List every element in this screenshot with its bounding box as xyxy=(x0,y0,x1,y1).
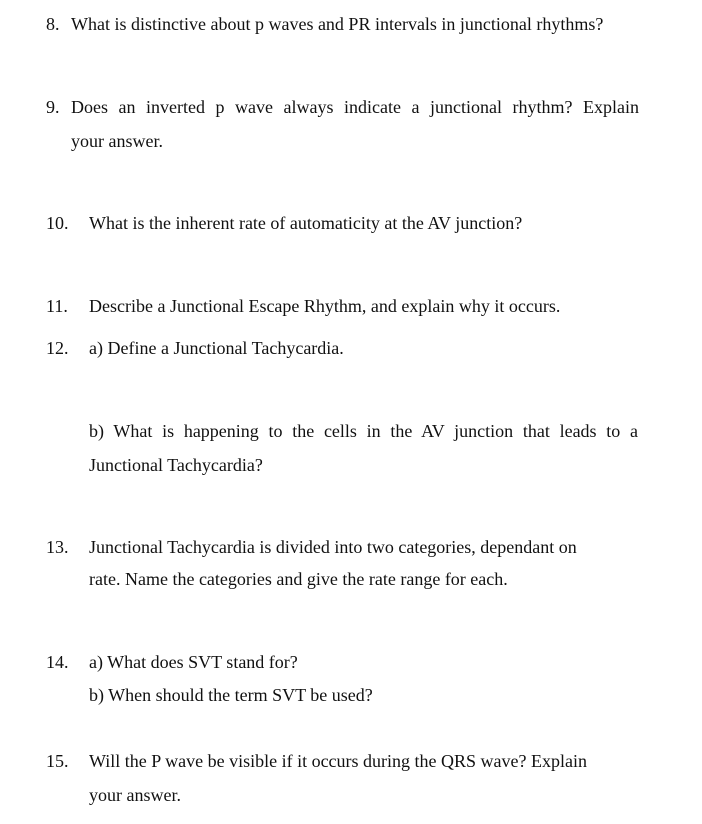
question-number: 15. xyxy=(46,751,69,771)
question-text: rate. Name the categories and give the rate range for each. xyxy=(89,569,508,589)
question-text-part-b: Junctional Tachycardia? xyxy=(89,455,263,475)
question-text: your answer. xyxy=(89,785,181,805)
question-number: 8. xyxy=(46,14,60,34)
question-text-part-b: b) When should the term SVT be used? xyxy=(89,685,373,705)
question-text: Will the P wave be visible if it occurs during the QRS wave? Explain xyxy=(89,751,587,771)
question-text-part-a: a) Define a Junctional Tachycardia. xyxy=(89,338,344,358)
question-number: 14. xyxy=(46,652,69,672)
question-number: 12. xyxy=(46,338,69,358)
question-number: 10. xyxy=(46,213,69,233)
question-number: 11. xyxy=(46,296,68,316)
question-text-part-a: a) What does SVT stand for? xyxy=(89,652,298,672)
question-text: Junctional Tachycardia is divided into two categories, dependant on xyxy=(89,537,577,557)
question-text: What is distinctive about p waves and PR intervals in junctional rhythms? xyxy=(71,14,604,34)
question-text: Does an inverted p wave always indicate a junctional rhythm? Explain xyxy=(71,97,639,117)
question-number: 9. xyxy=(46,97,60,117)
question-text: Describe a Junctional Escape Rhythm, and explain why it occurs. xyxy=(89,296,561,316)
question-text: your answer. xyxy=(71,131,163,151)
question-text-part-b: b) What is happening to the cells in the AV junction that leads to a xyxy=(89,421,638,441)
question-number: 13. xyxy=(46,537,69,557)
question-text: What is the inherent rate of automaticity at the AV junction? xyxy=(89,213,523,233)
